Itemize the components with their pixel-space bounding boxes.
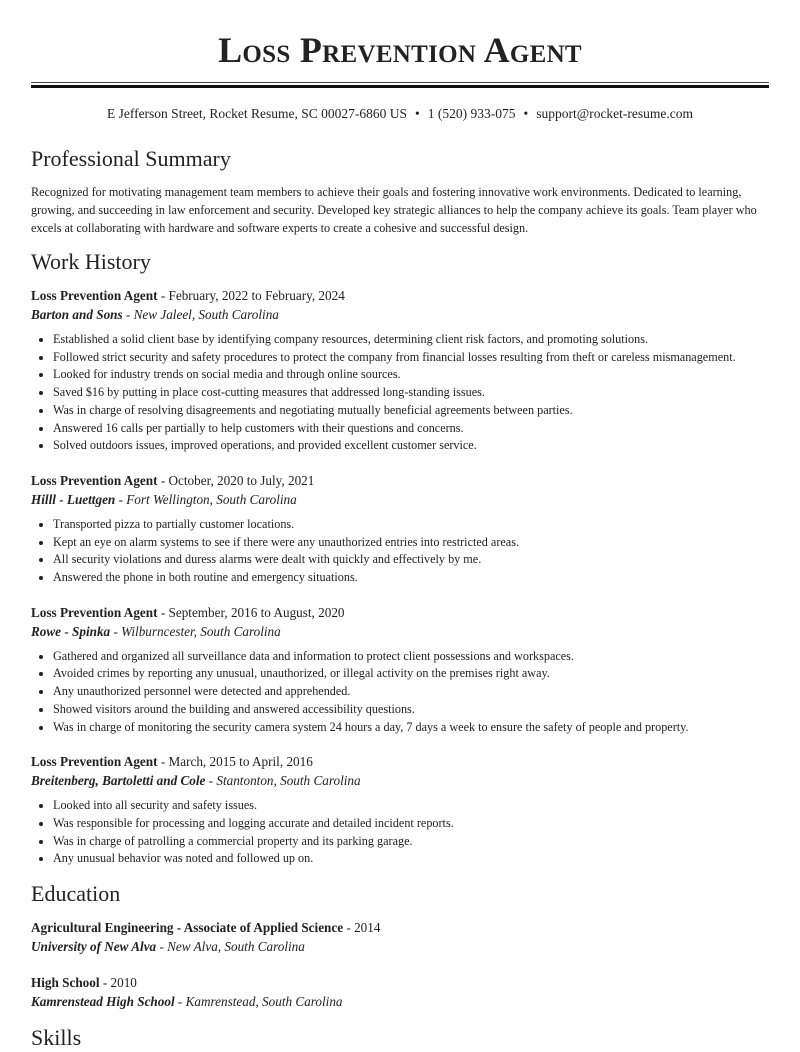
job-bullets [31, 797, 769, 868]
school-line [31, 937, 769, 957]
job-bullets [31, 516, 769, 587]
header-divider-thin [31, 82, 769, 83]
company-location: - Wilburncester, South Carolina [110, 623, 281, 639]
education-entry [31, 973, 769, 1012]
summary-text: Recognized for motivating management team members to achieve their goals and fostering innovative work environments. Dedicated to learning, growing, and succeeding in law enforcement and security. Developed key strategic alliances to help the company achieve its goals. Team player who excels at collaborating with hardware and software experts to create a cohesive and successful design. [31, 185, 757, 235]
resume-name-title: Loss Prevention Agent [218, 30, 582, 70]
job-title-line [31, 286, 769, 305]
job-dates: - February, 2022 to February, 2024 [157, 288, 345, 303]
degree-year: - 2010 [99, 975, 137, 991]
section-title-skills: Skills [31, 1025, 82, 1051]
job-bullet: • Any unauthorized personnel were detected and apprehended. [53, 683, 769, 701]
job-dates: - March, 2015 to April, 2016 [157, 754, 313, 770]
job-bullet: • Any unusual behavior was noted and followed up on. [53, 850, 769, 868]
job-bullet: • Looked into all security and safety issues. [53, 797, 769, 815]
bullet-separator: • [415, 106, 420, 121]
company-location: - New Jaleel, South Carolina [122, 307, 279, 322]
job-role: Loss Prevention Agent [31, 472, 158, 488]
job-bullet: • Followed strict security and safety procedures to protect the company from financial losses resulting from theft or careless mismanagement. [53, 349, 769, 367]
company-line [31, 305, 769, 325]
job-role: Loss Prevention Agent [31, 604, 158, 620]
job-bullet: • Showed visitors around the building and answered accessibility questions. [53, 701, 769, 719]
contact-phone: 1 (520) 933-075 [427, 106, 516, 121]
school-line [31, 992, 769, 1012]
job-bullet: • Solved outdoors issues, improved operations, and provided excellent customer service. [53, 437, 769, 455]
job-entry [31, 471, 769, 587]
job-bullet: • Was in charge of patrolling a commercial property and its parking garage. [53, 833, 769, 851]
contact-email: support@rocket-resume.com [536, 106, 694, 121]
education-entry [31, 918, 769, 957]
job-bullet: • Answered the phone in both routine and emergency situations. [53, 569, 769, 587]
job-dates: - September, 2016 to August, 2020 [157, 604, 345, 620]
job-bullet: • Was in charge of monitoring the security camera system 24 hours a day, 7 days a week to ensure the safety of people and property. [53, 719, 769, 737]
company-name: Barton and Sons [31, 307, 123, 322]
job-title-line [31, 752, 769, 771]
section-title-education: Education [31, 881, 121, 907]
company-name: Hilll - Luettgen [31, 491, 116, 507]
degree-name: High School [31, 975, 100, 991]
school-name: Kamrenstead High School [31, 994, 175, 1010]
degree-line [31, 973, 769, 992]
job-bullet: • Transported pizza to partially customer locations. [53, 516, 769, 534]
school-location: - Kamrenstead, South Carolina [174, 994, 343, 1010]
company-name: Rowe - Spinka [31, 623, 111, 639]
contact-info [31, 105, 769, 123]
school-name: University of New Alva [31, 939, 157, 955]
job-title-line [31, 471, 769, 490]
job-bullet: • Was responsible for processing and logging accurate and detailed incident reports. [53, 815, 769, 833]
company-location: - Stantonton, South Carolina [205, 773, 361, 789]
degree-line [31, 918, 769, 937]
job-bullet: • Established a solid client base by identifying company resources, determining client risk factors, and promoting solutions. [53, 331, 769, 349]
job-bullets [31, 648, 769, 737]
job-bullet: • Answered 16 calls per partially to help customers with their questions and concerns. [53, 420, 769, 438]
header-divider-thick [31, 85, 769, 88]
job-title-line [31, 603, 769, 622]
job-role: Loss Prevention Agent [31, 754, 158, 770]
job-bullet: • Saved $16 by putting in place cost-cutting measures that addressed long-standing issues. [53, 384, 769, 402]
degree-name: Agricultural Engineering - Associate of Applied Science [31, 920, 344, 936]
company-name: Breitenberg, Bartoletti and Cole [31, 773, 206, 789]
job-bullet: • Kept an eye on alarm systems to see if there were any unauthorized entries into restricted areas. [53, 534, 769, 552]
section-title-work-history: Work History [31, 249, 151, 274]
degree-year: - 2014 [343, 920, 381, 936]
job-bullet: • Avoided crimes by reporting any unusual, unauthorized, or illegal activity on the premises right away. [53, 665, 769, 683]
job-bullets [31, 331, 769, 455]
company-line [31, 771, 769, 791]
bullet-separator: • [523, 106, 529, 121]
job-bullet: • Looked for industry trends on social media and through online sources. [53, 366, 769, 384]
section-title-professional-summary: Professional Summary [31, 146, 231, 171]
company-line [31, 490, 769, 510]
school-location: - New Alva, South Carolina [156, 939, 305, 955]
company-line [31, 622, 769, 642]
contact-address: E Jefferson Street, Rocket Resume, SC 00027-6860 US [106, 106, 408, 121]
company-location: - Fort Wellington, South Carolina [115, 491, 297, 507]
job-bullet: • All security violations and duress alarms were dealt with quickly and effectively by me. [53, 551, 769, 569]
job-bullet: • Was in charge of resolving disagreements and negotiating mutually beneficial agreements between parties. [53, 402, 769, 420]
job-entry [31, 286, 769, 455]
job-entry [31, 752, 769, 868]
job-bullet: • Gathered and organized all surveillance data and information to protect client possessions and workspaces. [53, 648, 769, 666]
job-entry [31, 603, 769, 737]
job-dates: - October, 2020 to July, 2021 [157, 472, 315, 488]
job-role: Loss Prevention Agent [31, 288, 158, 303]
